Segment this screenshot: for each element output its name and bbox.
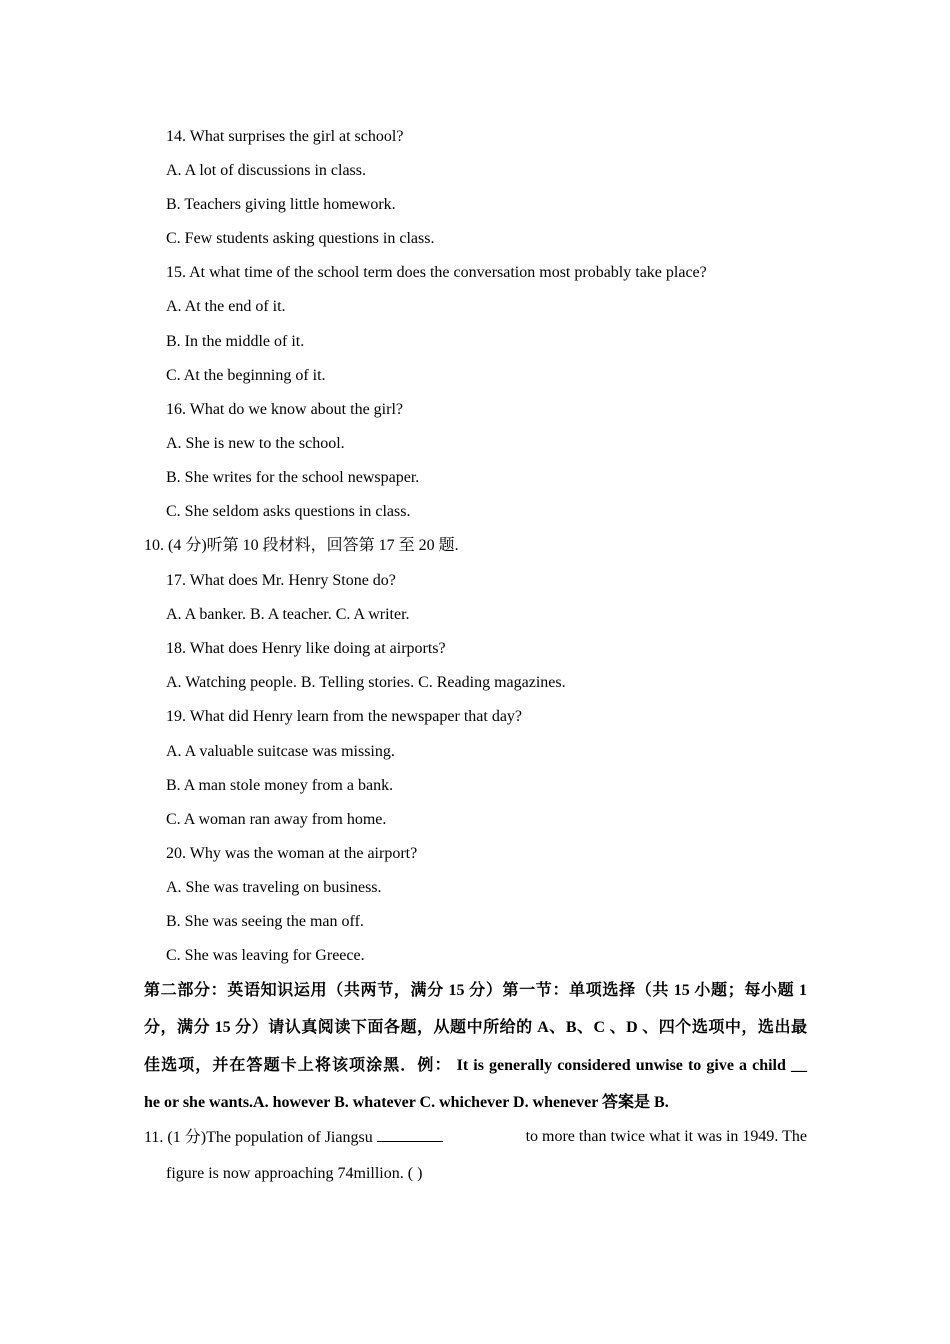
question-11-suffix: to more than twice what it was in 1949. The	[525, 1128, 807, 1145]
answer-option: C. At the beginning of it.	[166, 367, 326, 384]
answer-option: A. Watching people. B. Telling stories. C. Reading magazines.	[166, 674, 566, 691]
answer-blank	[377, 1127, 443, 1142]
answer-option: A. A valuable suitcase was missing.	[166, 743, 395, 760]
answer-option: C. She was leaving for Greece.	[166, 947, 365, 964]
answer-option: B. She was seeing the man off.	[166, 913, 364, 930]
part2-instruction-line-2: 分，满分 15 分）请认真阅读下面各题，从题中所给的 A、B、C 、D 、四个选项中，选出最	[144, 1019, 807, 1036]
answer-option: A. A banker. B. A teacher. C. A writer.	[166, 606, 410, 623]
answer-option: B. Teachers giving little homework.	[166, 196, 396, 213]
question-text: 16. What do we know about the girl?	[166, 401, 403, 418]
answer-option: A. She is new to the school.	[166, 435, 345, 452]
question-text: 18. What does Henry like doing at airports?	[166, 640, 446, 657]
answer-option: B. A man stole money from a bank.	[166, 777, 394, 794]
part2-instruction-line-3: 佳选项，并在答题卡上将该项涂黑．例： It is generally considered unwise to give a child __	[144, 1057, 807, 1074]
question-text: 15. At what time of the school term does the conversation most probably take place?	[166, 264, 707, 281]
answer-option: C. She seldom asks questions in class.	[166, 503, 411, 520]
answer-option: C. Few students asking questions in class.	[166, 230, 435, 247]
answer-option: A. A lot of discussions in class.	[166, 162, 367, 179]
part2-instruction-line-4: he or she wants.A. however B. whatever C. whichever D. whenever 答案是 B.	[144, 1094, 669, 1111]
answer-option: A. At the end of it.	[166, 298, 286, 315]
question-11	[144, 1127, 807, 1148]
section-heading: 10. (4 分)听第 10 段材料，回答第 17 至 20 题.	[144, 537, 459, 554]
answer-option: B. She writes for the school newspaper.	[166, 469, 420, 486]
answer-option: B. In the middle of it.	[166, 333, 305, 350]
question-text: 17. What does Mr. Henry Stone do?	[166, 572, 396, 589]
answer-option: C. A woman ran away from home.	[166, 811, 387, 828]
answer-option: A. She was traveling on business.	[166, 879, 382, 896]
question-text: 20. Why was the woman at the airport?	[166, 845, 418, 862]
question-11-line-2: figure is now approaching 74million. ( )	[166, 1165, 423, 1182]
part2-instruction-line-1: 第二部分：英语知识运用（共两节，满分 15 分）第一节：单项选择（共 15 小题；每小题 1	[144, 982, 807, 999]
question-text: 19. What did Henry learn from the newspaper that day?	[166, 708, 523, 725]
question-11-prefix: 11. (1 分)The population of Jiangsu	[144, 1129, 373, 1146]
question-text: 14. What surprises the girl at school?	[166, 128, 404, 145]
